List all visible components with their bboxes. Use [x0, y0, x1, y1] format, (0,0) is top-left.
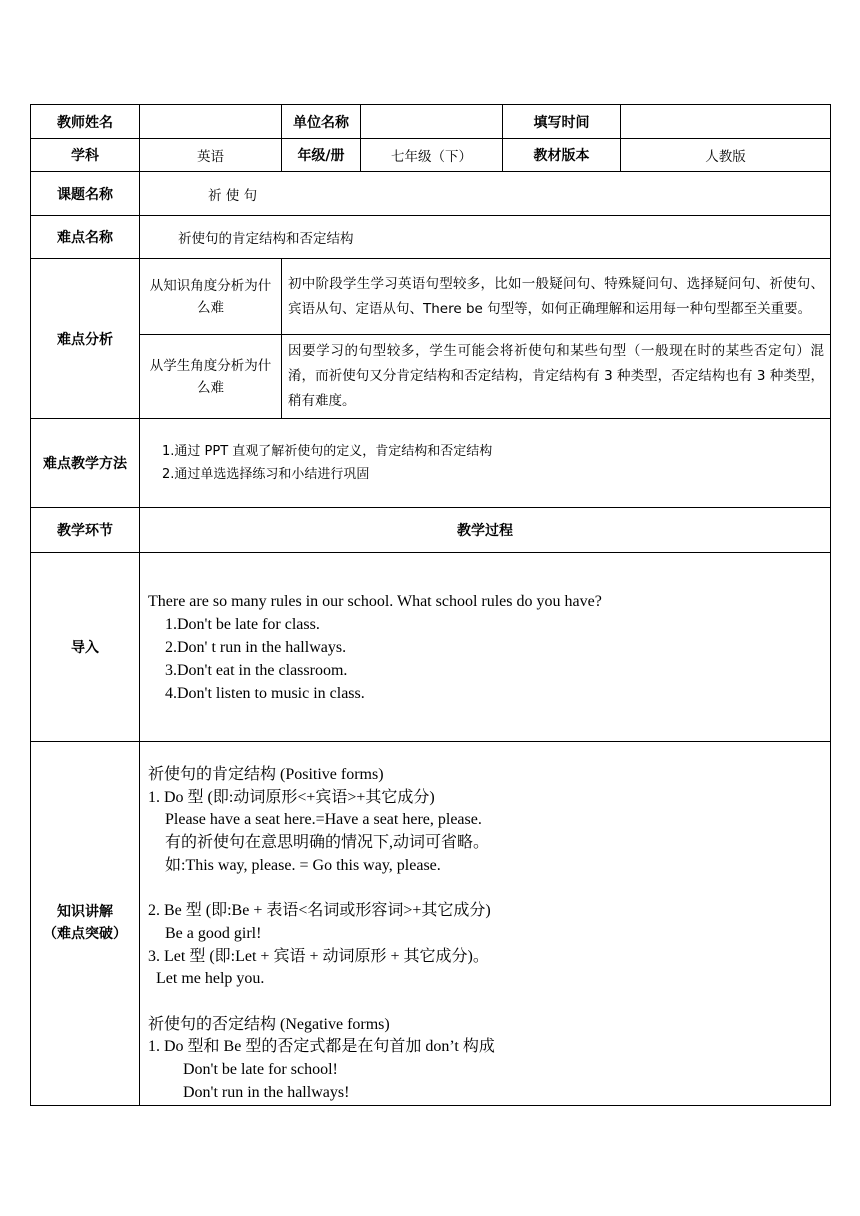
knowledge-label: [31, 742, 140, 1106]
intro-question: There are so many rules in our school. What school rules do you have?: [148, 592, 602, 610]
header-row-2: [31, 139, 831, 172]
difficulty-row: [31, 216, 831, 259]
intro-label: 导入: [31, 553, 140, 742]
grade-value: 七年级（下）: [361, 139, 503, 172]
do-type-example: Please have a seat here.=Have a seat here, please.: [165, 811, 482, 829]
intro-content: [140, 553, 831, 742]
stage-header: 教学环节: [31, 508, 140, 553]
method-item: 1.通过 PPT 直观了解祈使句的定义，肯定结构和否定结构: [162, 444, 493, 459]
method-item: 2.通过单选选择练习和小结进行巩固: [162, 467, 370, 482]
edition-value: 人教版: [621, 139, 831, 172]
lesson-plan-sheet: [30, 104, 830, 1106]
methods-label: 难点教学方法: [31, 419, 140, 508]
process-header-row: [31, 508, 831, 553]
verb-omission-note: 有的祈使句在意思明确的情况下,动词可省略。: [165, 834, 490, 852]
school-rule-item: 2.Don' t run in the hallways.: [165, 638, 347, 656]
topic-row: [31, 172, 831, 216]
subject-label: 学科: [31, 139, 140, 172]
school-rule-item: 1.Don't be late for class.: [165, 615, 320, 633]
let-type-example: Let me help you.: [156, 970, 265, 988]
methods-list: [140, 419, 831, 508]
school-rule-item: 4.Don't listen to music in class.: [165, 684, 365, 702]
school-rule-item: 3.Don't eat in the classroom.: [165, 661, 348, 679]
student-angle-text: 因要学习的句型较多，学生可能会将祈使句和某些句型（一般现在时的某些否定句）混淆，而祈使句又分肯定结构和否定结构，肯定结构有 3 种类型，否定结构也有 3 种类型，稍有难度。: [282, 335, 831, 419]
positive-forms-heading: 祈使句的肯定结构 (Positive forms): [148, 766, 384, 783]
spacer: [148, 991, 822, 1014]
negative-rule: 1. Do 型和 Be 型的否定式都是在句首加 don’t 构成: [148, 1038, 495, 1056]
spacer: [148, 878, 822, 901]
student-angle-label: 从学生角度分析为什么难: [140, 335, 282, 419]
teacher-name-value: [140, 105, 282, 139]
fill-time-value: [621, 105, 831, 139]
analysis-row-knowledge: [31, 259, 831, 335]
teacher-name-label: 教师姓名: [31, 105, 140, 139]
analysis-label: 难点分析: [31, 259, 140, 419]
analysis-row-student: [31, 335, 831, 419]
intro-row: [31, 553, 831, 742]
knowledge-label-line2: （难点突破）: [43, 926, 127, 943]
topic-label: 课题名称: [31, 172, 140, 216]
knowledge-label-line1: 知识讲解: [57, 904, 113, 921]
difficulty-value: 祈使句的肯定结构和否定结构: [140, 216, 831, 259]
unit-name-label: 单位名称: [282, 105, 361, 139]
grade-label: 年级/册: [282, 139, 361, 172]
verb-omission-example: 如:This way, please. = Go this way, please.: [165, 856, 441, 874]
lesson-plan-table: [30, 104, 831, 1106]
be-type-rule: 2. Be 型 (即:Be + 表语<名词或形容词>+其它成分): [148, 902, 491, 920]
fill-time-label: 填写时间: [503, 105, 621, 139]
topic-value: 祈 使 句: [140, 172, 831, 216]
knowledge-content: [140, 742, 831, 1106]
knowledge-angle-label: 从知识角度分析为什么难: [140, 259, 282, 335]
methods-row: [31, 419, 831, 508]
negative-forms-heading: 祈使句的否定结构 (Negative forms): [148, 1015, 390, 1033]
knowledge-row: [31, 742, 831, 1106]
knowledge-angle-text: 初中阶段学生学习英语句型较多，比如一般疑问句、特殊疑问句、选择疑问句、祈使句、宾语从句、定语从句、There be 句型等，如何正确理解和运用每一种句型都至关重要。: [282, 259, 831, 335]
subject-value: 英语: [140, 139, 282, 172]
do-type-rule: 1. Do 型 (即:动词原形<+宾语>+其它成分): [148, 788, 435, 806]
difficulty-label: 难点名称: [31, 216, 140, 259]
process-header: 教学过程: [140, 508, 831, 553]
header-row-1: [31, 105, 831, 139]
be-type-example: Be a good girl!: [165, 924, 262, 942]
let-type-rule: 3. Let 型 (即:Let + 宾语 + 动词原形 + 其它成分)。: [148, 947, 489, 965]
unit-name-value: [361, 105, 503, 139]
edition-label: 教材版本: [503, 139, 621, 172]
negative-example: Don't be late for school!: [183, 1061, 338, 1079]
negative-example: Don't run in the hallways!: [183, 1083, 350, 1101]
